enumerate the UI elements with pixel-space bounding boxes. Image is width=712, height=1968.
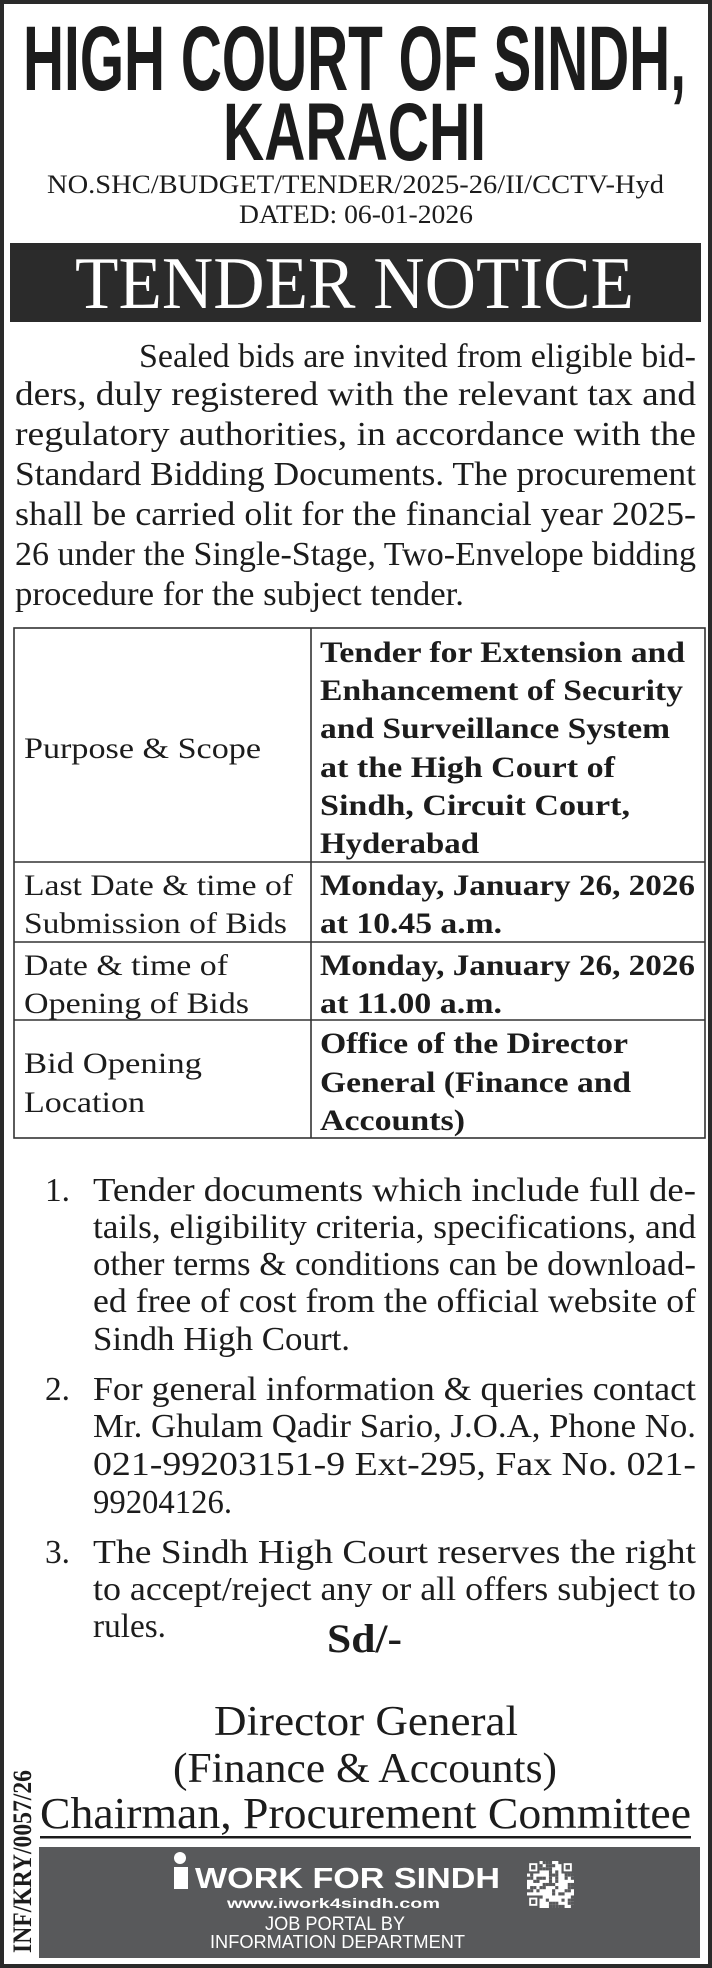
intro-paragraph-line: Sealed bids are invited from eligible bid- [139,338,696,375]
notice-heading: TENDER NOTICE [75,243,634,325]
table-value-cell: General (Finance and [320,1066,632,1099]
intro-paragraph-line: 26 under the Single-Stage, Two-Envelope bidding [15,536,696,573]
table-value-cell: Hyderabad [320,827,480,860]
list-item-line: rules. [93,1608,166,1645]
qr-code-icon [527,1861,574,1908]
table-value-cell: Tender for Extension and [320,636,686,669]
notice-date: DATED: 06-01-2026 [239,200,473,229]
list-item-number: 3. [45,1534,70,1571]
table-value-cell: at the High Court of [320,751,617,784]
table-label-cell: Submission of Bids [24,907,287,940]
footer-portal-line-2: INFORMATION DEPARTMENT [210,1932,466,1952]
list-item-line: tails, eligibility criteria, specifications, and [93,1209,696,1246]
list-item-line: 021-99203151-9 Ext-295, Fax No. 021- [93,1446,696,1483]
table-value-cell: Accounts) [320,1104,465,1137]
table-label-cell: Bid Opening [24,1047,202,1080]
intro-paragraph-line: Standard Bidding Documents. The procurement [15,456,697,493]
intro-paragraph-line: procedure for the subject tender. [15,576,464,613]
list-item-number: 1. [45,1172,70,1209]
table-value-cell: Monday, January 26, 2026 [320,869,695,902]
table-value-cell: Sindh, Circuit Court, [320,789,630,822]
list-item-line: 99204126. [93,1484,232,1521]
table-value-cell: Enhancement of Security [320,674,683,707]
intro-paragraph-line: regulatory authorities, in accordance with the [15,416,696,453]
table-value-cell: Monday, January 26, 2026 [320,949,695,982]
reference-number: NO.SHC/BUDGET/TENDER/2025-26/II/CCTV-Hyd [47,170,664,199]
list-item-line: For general information & queries contact [93,1371,697,1408]
intro-paragraph-line: ders, duly registered with the relevant tax and [15,376,696,413]
table-value-cell: and Surveillance System [320,712,670,745]
list-item-line: ed free of cost from the official website of [93,1283,697,1320]
table-label-cell: Opening of Bids [24,987,249,1020]
signatory-designation: Director General [214,1699,518,1745]
list-item-line: to accept/reject any or all offers subject to [93,1571,696,1608]
court-title-line-2: KARACHI [223,87,486,178]
list-item-line: Sindh High Court. [93,1321,350,1358]
list-item-line: The Sindh High Court reserves the right [93,1534,697,1571]
footer-url: www.iwork4sindh.com [225,1895,440,1911]
signature-sd: Sd/- [327,1616,402,1661]
signatory-department: (Finance & Accounts) [173,1746,557,1792]
list-item-number: 2. [45,1371,70,1408]
list-item-line: Tender documents which include full de- [93,1172,696,1209]
table-label-cell: Purpose & Scope [24,732,261,765]
footer-brand: WORK FOR SINDH [195,1863,500,1895]
court-title-line-1: HIGH COURT OF SINDH, [23,8,686,110]
footer-portal-line-1: JOB PORTAL BY [265,1914,406,1935]
table-value-cell: at 10.45 a.m. [320,907,502,940]
side-reference-code: INF/KRY/0057/26 [8,1751,37,1953]
signatory-committee: Chairman, Procurement Committee [40,1789,691,1838]
table-label-cell: Last Date & time of [24,869,293,902]
table-value-cell: Office of the Director [320,1027,628,1060]
table-label-cell: Location [24,1086,145,1119]
table-label-cell: Date & time of [24,949,229,982]
list-item-line: Mr. Ghulam Qadir Sario, J.O.A, Phone No. [93,1408,696,1445]
list-item-line: other terms & conditions can be download- [93,1246,696,1283]
table-value-cell: at 11.00 a.m. [320,987,502,1020]
intro-paragraph-line: shall be carried olit for the financial year 2025- [15,496,696,533]
